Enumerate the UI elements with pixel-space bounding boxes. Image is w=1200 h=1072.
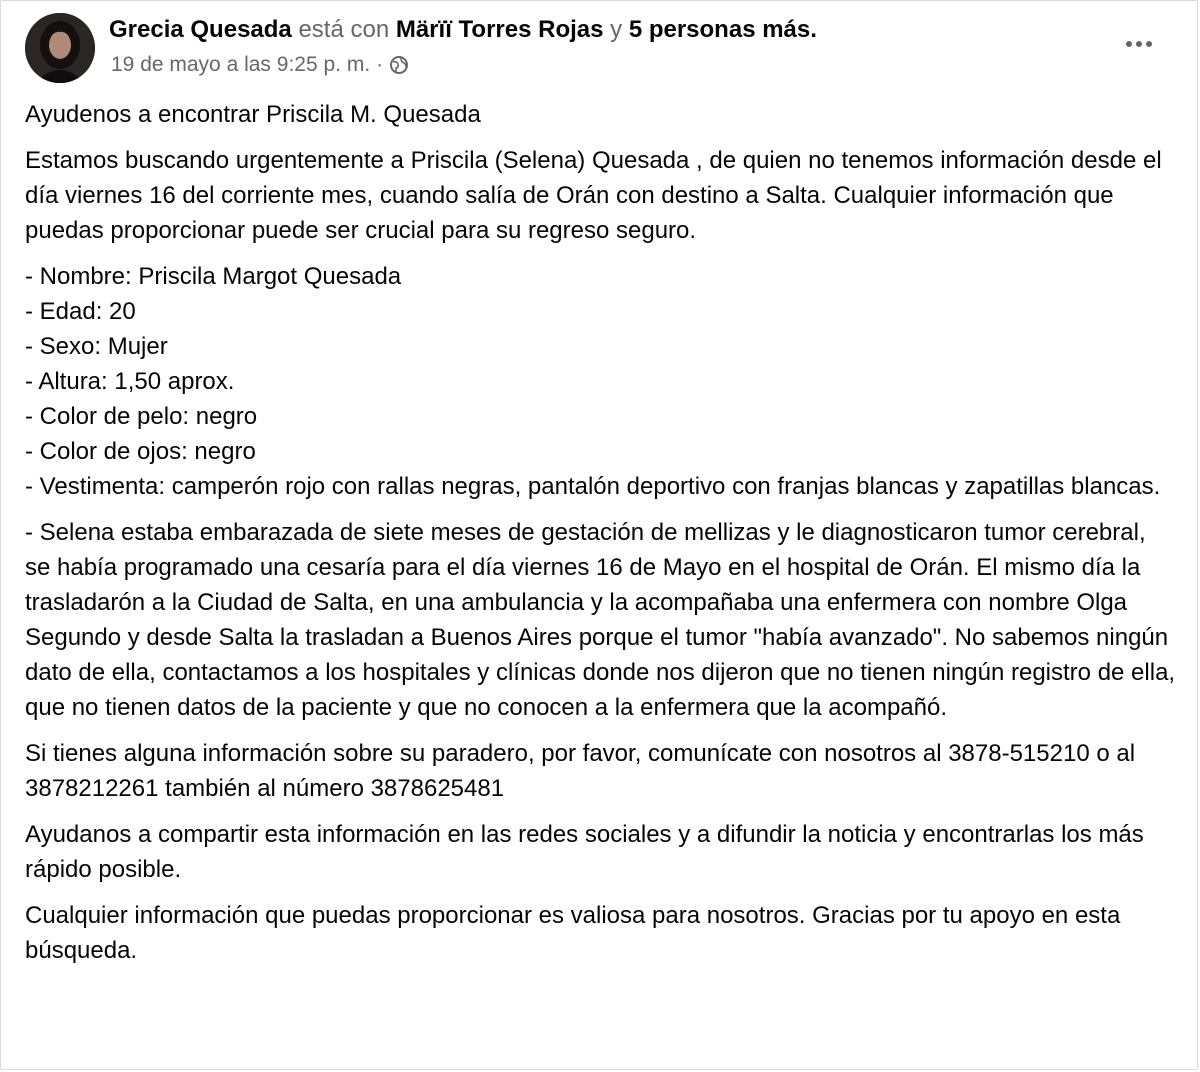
with-text: está con bbox=[298, 16, 390, 43]
post-title: Ayudenos a encontrar Priscila M. Quesada bbox=[25, 101, 481, 128]
post-story: - Selena estaba embarazada de siete meses de gestación de mellizas y le diagnosticaron tumor cerebral, se había programado una cesaría para el día viernes 16 de Mayo en el hospital de Orán. El mismo día la trasladarón a la Ciudad de Salta, en una ambulancia y la acompañaba una enfermera con nombre Olga Segundo y desde Salta la trasladan a Buenos Aires porque el tumor "había avanzado". No sabemos ningún dato de ella, contactamos a los hospitales y clínicas donde nos dijeron que no tienen ningún registro de ella, que no tienen datos de la paciente y que no conocen a la enfermera que la acompañó. bbox=[25, 519, 1176, 721]
globe-icon[interactable] bbox=[389, 55, 409, 75]
avatar[interactable] bbox=[25, 13, 95, 83]
post-meta bbox=[111, 52, 409, 78]
more-options-icon[interactable] bbox=[1119, 29, 1159, 59]
post-closing: Cualquier información que puedas proporcionar es valiosa para nosotros. Gracias por tu apoyo en esta búsqueda. bbox=[25, 902, 1121, 964]
detail-height: - Altura: 1,50 aprox. bbox=[25, 368, 235, 395]
detail-name: - Nombre: Priscila Margot Quesada bbox=[25, 263, 402, 290]
detail-sex: - Sexo: Mujer bbox=[25, 333, 168, 360]
post-share-request: Ayudanos a compartir esta información en las redes sociales y a difundir la noticia y encontrarlas los más rápido posible. bbox=[25, 821, 1144, 883]
timestamp-link[interactable]: 19 de mayo a las 9:25 p. m. bbox=[111, 53, 371, 76]
post-intro: Estamos buscando urgentemente a Priscila (Selena) Quesada , de quien no tenemos información desde el día viernes 16 del corriente mes, cuando salía de Orán con destino a Salta. Cualquier información que puedas proporcionar puede ser crucial para su regreso seguro. bbox=[25, 147, 1162, 244]
avatar-image bbox=[25, 13, 95, 83]
detail-hair-color: - Color de pelo: negro bbox=[25, 403, 258, 430]
detail-age: - Edad: 20 bbox=[25, 298, 136, 325]
others-link[interactable]: 5 personas más. bbox=[628, 16, 817, 43]
and-text: y bbox=[610, 16, 623, 43]
post-header bbox=[25, 11, 1173, 83]
details-list bbox=[25, 259, 1177, 504]
meta-separator: · bbox=[376, 53, 384, 76]
post-contact: Si tienes alguna información sobre su paradero, por favor, comunícate con nosotros al 3878-515210 o al 3878212261 también al número 3878625481 bbox=[25, 740, 1136, 802]
post-body bbox=[25, 97, 1177, 979]
tagged-user[interactable]: Märïï Torres Rojas bbox=[395, 16, 604, 43]
detail-eye-color: - Color de ojos: negro bbox=[25, 438, 256, 465]
author-name[interactable]: Grecia Quesada bbox=[109, 16, 292, 43]
author-line bbox=[109, 15, 817, 45]
detail-clothing: - Vestimenta: camperón rojo con rallas negras, pantalón deportivo con franjas blancas y zapatillas blancas. bbox=[25, 473, 1161, 500]
